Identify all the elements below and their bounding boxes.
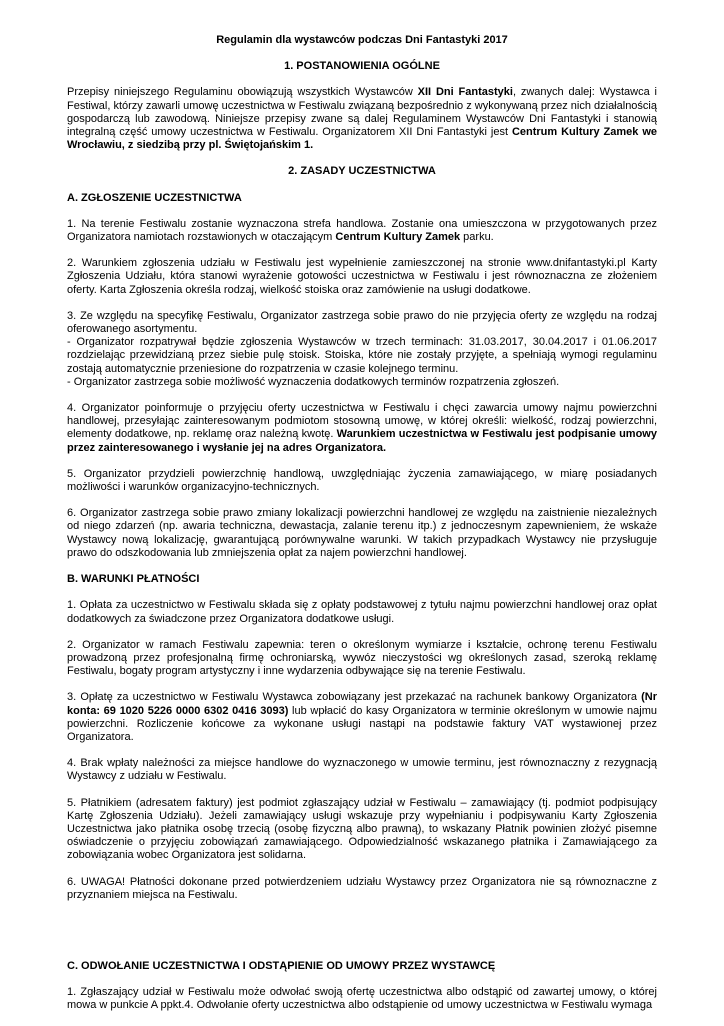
document-title: Regulamin dla wystawców podczas Dni Fantastyki 2017 (216, 34, 508, 46)
a-paragraph-2: 2. Warunkiem zgłoszenia udziału w Festiwalu jest wypełnienie zamieszczonej na stronie www.dnifantastyki.pl Karty Zgłoszenia Udziału, która stanowi wyrażenie gotowości uczestnictwa w Festiwalu i jest równoznaczna ze złożeniem oferty. Karta Zgłoszenia określa rodzaj, wielkość stoiska oraz zamówienie na usługi dodatkowe. (67, 257, 657, 296)
subsection-a-heading: A. ZGŁOSZENIE UCZESTNICTWA (67, 191, 242, 204)
subsection-b-heading: B. WARUNKI PŁATNOŚCI (67, 573, 200, 586)
a-paragraph-5: 5. Organizator przydzieli powierzchnię handlową, uwzględniając życzenia zamawiającego, w miarę posiadanych możliwości i warunków organizacyjno-technicznych. (67, 467, 657, 494)
b-paragraph-1: 1. Opłata za uczestnictwo w Festiwalu składa się z opłaty podstawowej z tytułu najmu powierzchni handlowej oraz opłat dodatkowych za świadczone przez Organizatora dodatkowe usługi. (67, 599, 657, 625)
document-page (67, 34, 657, 1026)
section-1-heading: 1. POSTANOWIENIA OGÓLNE (284, 60, 440, 73)
section-2-heading: 2. ZASADY UCZESTNICTWA (288, 165, 436, 178)
c-paragraph-1: 1. Zgłaszający udział w Festiwalu może odwołać swoją ofertę uczestnictwa albo odstąpić od zawartej umowy, o której mowa w punkcie A ppkt.4. Odwołanie oferty uczestnictwa albo odstąpienie od umowy uczestnictwa w Festiwalu wymaga (67, 986, 657, 1012)
a-paragraph-4: 4. Organizator poinformuje o przyjęciu oferty uczestnictwa w Festiwalu i chęci zawarcia umowy najmu powierzchni handlowej, przesyłając zainteresowanym podmiotom stosowną umowę, w której określi: wielkość, rodzaj powierzchni, elementy dodatkowe, np. reklamę oraz należną kwotę. Warunkiem uczestnictwa w Festiwalu jest podpisanie umowy przez zainteresowanego i wysłanie jej na adres Organizatora. (67, 402, 657, 454)
subsection-c-heading: C. ODWOŁANIE UCZESTNICTWA I ODSTĄPIENIE OD UMOWY PRZEZ WYSTAWCĘ (67, 959, 496, 972)
b-paragraph-2: 2. Organizator w ramach Festiwalu zapewnia: teren o określonym wymiarze i kształcie, ochronę terenu Festiwalu prowadzoną przez profesjonalną firmę ochroniarską, wywóz nieczystości wg określonych zasad, szeroką reklamę Festiwalu, bogaty program artystyczny i inne wydarzenia odbywające się na terenie Festiwalu. (67, 638, 657, 678)
b-paragraph-3: 3. Opłatę za uczestnictwo w Festiwalu Wystawca zobowiązany jest przekazać na rachunek bankowy Organizatora (Nr konta: 69 1020 5226 0000 6302 0416 3093) lub wpłacić do kasy Organizatora w terminie określonym w umowie najmu powierzchni. Rozliczenie końcowe za wykonane usługi nastąpi na podstawie faktury VAT wystawionej przez Organizatora. (67, 691, 658, 743)
a-paragraph-1: 1. Na terenie Festiwalu zostanie wyznaczona strefa handlowa. Zostanie ona umieszczona w przygotowanych przez Organizatora namiotach rozstawionych w otaczającym Centrum Kultury Zamek parku. (67, 217, 657, 244)
a-paragraph-3: 3. Ze względu na specyfikę Festiwalu, Organizator zastrzega sobie prawo do nie przyjęcia oferty ze względu na rodzaj oferowanego asortymentu. - Organizator rozpatrywał będzie zgłoszenia Wystawców w trzech terminach: 31.03.2017, 30.04.2017 i 01.06.2017 rozdzielając przewidzianą przez siebie pulę stoisk. Stoiska, które nie zostały przyjęte, a spełniają wymogi regulaminu zostają automatycznie przeniesione do rozpatrzenia w czasie kolejnego terminu. - Organizator zastrzega sobie możliwość wyznaczenia dodatkowych terminów rozpatrzenia zgłoszeń. (67, 309, 657, 388)
b-paragraph-5: 5. Płatnikiem (adresatem faktury) jest podmiot zgłaszający udział w Festiwalu – zamawiający (tj. podmiot podpisujący Kartę Zgłoszenia Udziału). Jeżeli zamawiający usługi wskazuje przy wypełnianiu i podpisywaniu Karty Zgłoszenia Uczestnictwa jako płatnika osobę trzecią (osobę fizyczną albo prawną), to wskazany Płatnik powinien złożyć pisemne oświadczenie o przyjęciu zobowiązań zamawiającego. Odpowiedzialność wskazanego płatnika i Zamawiającego za zobowiązania wobec Organizatora jest solidarna. (67, 796, 657, 862)
section-1-paragraph: Przepisy niniejszego Regulaminu obowiązują wszystkich Wystawców XII Dni Fantastyki, zwanych dalej: Wystawca i Festiwal, którzy zawarli umowę uczestnictwa w Festiwalu związaną bezpośrednio z wykonywaną przez nich działalnością gospodarczą lub zawodową. Niniejsze przepisy zwane są dalej Regulaminem Wystawców Dni Fantastyki i stanowią integralną część umowy uczestnictwa w Festiwalu. Organizatorem XII Dni Fantastyki jest Centrum Kultury Zamek we Wrocławiu, z siedzibą przy pl. Świętojańskim 1. (67, 86, 657, 152)
b-paragraph-4: 4. Brak wpłaty należności za miejsce handlowe do wyznaczonego w umowie terminu, jest równoznaczny z rezygnacją Wystawcy z udziału w Festiwalu. (67, 757, 657, 783)
spacer (67, 915, 657, 960)
b-paragraph-6: 6. UWAGA! Płatności dokonane przed potwierdzeniem udziału Wystawcy przez Organizatora nie są równoznaczne z przyznaniem miejsca na Festiwalu. (67, 875, 657, 901)
a-paragraph-6: 6. Organizator zastrzega sobie prawo zmiany lokalizacji powierzchni handlowej ze względu na zaistnienie niezależnych od niego zdarzeń (np. awaria techniczna, dewastacja, zalanie terenu itp.) z jednoczesnym zapewnieniem, że wskaże Wystawcy nową lokalizację, gwarantującą porównywalne warunki. W takich przypadkach Wystawcy nie przysługuje prawo do odszkodowania lub zmniejszenia opłat za najem powierzchni handlowej. (67, 507, 657, 559)
